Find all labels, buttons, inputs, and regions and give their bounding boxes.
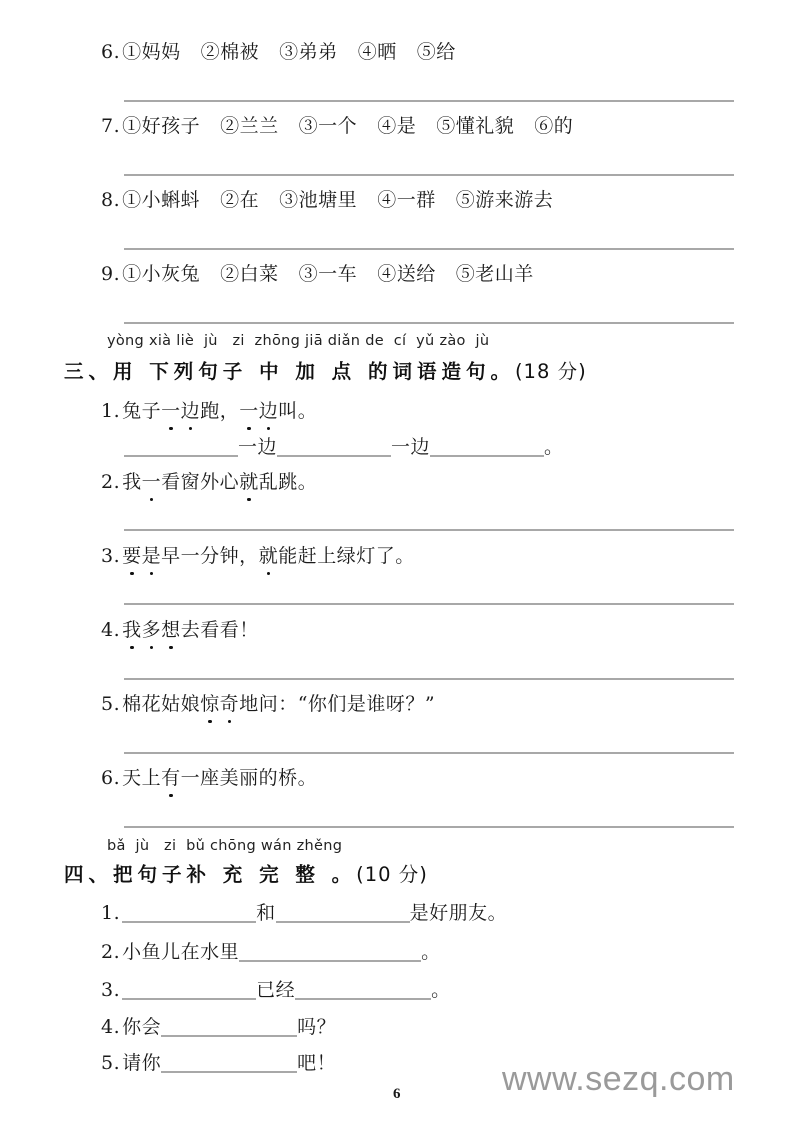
- question-9: 9. ①小灰兔 ②白菜 ③一车 ④送给 ⑤老山羊: [101, 263, 534, 285]
- question-7: 7. ①好孩子 ②兰兰 ③一个 ④是 ⑤懂礼貌 ⑥的: [101, 115, 574, 137]
- answer-line-s3q2[interactable]: [124, 529, 734, 531]
- emphasis-dot-char: 一: [239, 396, 259, 423]
- fill-blank[interactable]: [122, 903, 256, 923]
- section4-pinyin: bǎ jù zi bǔ chōng wán zhěng: [107, 838, 343, 854]
- answer-line-q8[interactable]: [124, 248, 734, 250]
- fill-blank[interactable]: [295, 980, 431, 1000]
- answer-line-s3q4[interactable]: [124, 678, 734, 680]
- emphasis-dot-char: 多: [142, 615, 162, 642]
- emphasis-dot-char: 惊: [200, 689, 220, 716]
- emphasis-dot-char: 要: [122, 541, 142, 568]
- answer-line-s3q5[interactable]: [124, 752, 734, 754]
- s3-question-1-template: 一边 一边 。: [124, 432, 564, 459]
- s4-item-1: 1. 和 是好朋友。: [101, 902, 508, 924]
- emphasis-dot-char: 我: [122, 615, 142, 642]
- emphasis-dot-char: 边: [181, 396, 201, 423]
- question-6: 6. ①妈妈 ②棉被 ③弟弟 ④晒 ⑤给: [101, 41, 456, 63]
- s3-question-3: 3. 要是早一分钟，就能赶上绿灯了。: [101, 541, 415, 568]
- fill-blank-1[interactable]: [124, 437, 238, 457]
- emphasis-dot-char: 一: [142, 467, 162, 494]
- s4-item-4: 4. 你会 吗？: [101, 1016, 337, 1038]
- answer-line-q7[interactable]: [124, 174, 734, 176]
- emphasis-dot-char: 就: [239, 467, 259, 494]
- s3-question-5: 5. 棉花姑娘惊奇地问：“你们是谁呀？”: [101, 689, 435, 716]
- emphasis-dot-char: 一: [161, 396, 181, 423]
- s4-item-3: 3. 已经 。: [101, 979, 451, 1001]
- fill-blank[interactable]: [239, 942, 421, 962]
- question-8: 8. ①小蝌蚪 ②在 ③池塘里 ④一群 ⑤游来游去: [101, 189, 554, 211]
- s4-item-2: 2. 小鱼儿在水里 。: [101, 941, 441, 963]
- emphasis-dot-char: 是: [142, 541, 162, 568]
- watermark: www.sezq.com: [502, 1060, 735, 1098]
- section4-title: 四、把句子补 充 完 整 。(10 分): [64, 863, 428, 886]
- section3-title: 三、用 下列句子 中 加 点 的词语造句。(18 分): [64, 360, 587, 383]
- s4-item-5: 5. 请你 吧！: [101, 1052, 337, 1074]
- s3-question-1: 1. 兔子一边跑，一边叫。: [101, 396, 317, 423]
- answer-line-q9[interactable]: [124, 322, 734, 324]
- s3-question-6: 6. 天上有一座美丽的桥。: [101, 763, 317, 790]
- s3-question-2: 2. 我一看窗外心就乱跳。: [101, 467, 317, 494]
- fill-blank-2[interactable]: [277, 437, 391, 457]
- section3-pinyin: yòng xià liè jù zi zhōng jiā diǎn de cí yǔ zào jù: [107, 333, 490, 349]
- emphasis-dot-char: 边: [259, 396, 279, 423]
- fill-blank-3[interactable]: [430, 437, 544, 457]
- s3-question-4: 4. 我多想去看看！: [101, 615, 259, 642]
- emphasis-dot-char: 就: [259, 541, 279, 568]
- emphasis-dot-char: 奇: [220, 689, 240, 716]
- fill-blank[interactable]: [122, 980, 256, 1000]
- emphasis-dot-char: 有: [161, 763, 181, 790]
- answer-line-s3q6[interactable]: [124, 826, 734, 828]
- fill-blank[interactable]: [161, 1017, 297, 1037]
- emphasis-dot-char: 想: [161, 615, 181, 642]
- page-number: 6: [393, 1086, 401, 1102]
- fill-blank[interactable]: [276, 903, 410, 923]
- answer-line-s3q3[interactable]: [124, 603, 734, 605]
- fill-blank[interactable]: [161, 1053, 297, 1073]
- answer-line-q6[interactable]: [124, 100, 734, 102]
